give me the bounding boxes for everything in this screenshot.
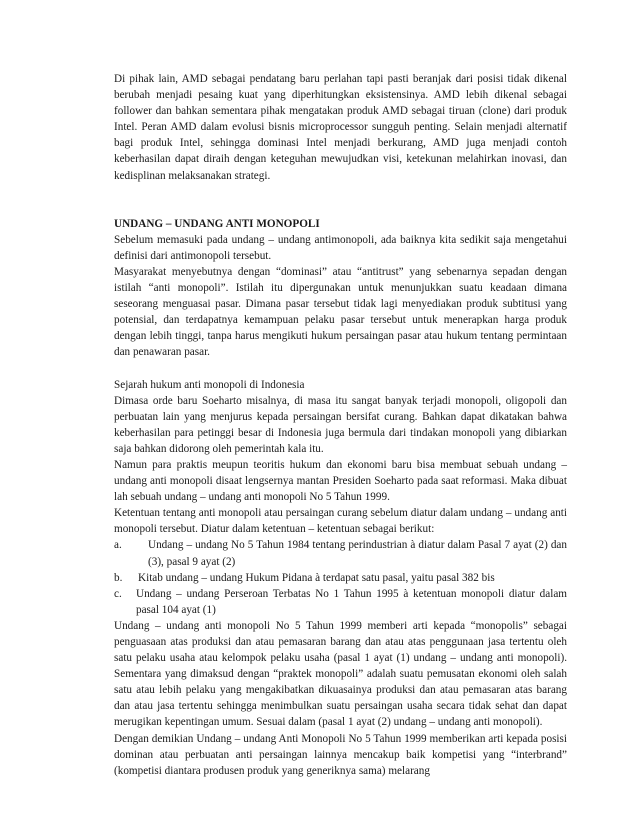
paragraph-gap xyxy=(114,361,567,377)
paragraph-gap xyxy=(114,200,567,216)
list-text: Undang – undang No 5 Tahun 1984 tentang perindustrian à diatur dalam Pasal 7 ayat (2) dan (3), pasal 9 ayat (2) xyxy=(148,539,567,568)
history-paragraph: Dimasa orde baru Soeharto misalnya, di masa itu sangat banyak terjadi monopoli, oligopoli dan perbuatan lain yang menjurus kepada persaingan bersifat curang. Bahkan dapat dikatakan bahwa keberhasilan para petinggi besar di Indonesia juga bermula dari tindakan monopoli yang dibiarkan saja bahkan didorong oleh pemerintah kala itu. xyxy=(114,394,567,455)
dominant-position-paragraph: Dengan demikian Undang – undang Anti Monopoli No 5 Tahun 1999 memberikan arti kepada posisi dominan atau perbuatan anti persaingan lainnya mencakup baik kompetisi yang “interbrand” (kompetisi diantara produsen produk yang generiknya sama) melarang xyxy=(114,732,567,777)
definition-paragraph: Sebelum memasuki pada undang – undang antimonopoli, ada baiknya kita sedikit saja mengetahui definisi dari antimonopoli tersebut. xyxy=(114,233,567,262)
paragraph-gap xyxy=(114,184,567,200)
list-item xyxy=(114,570,567,586)
list-marker: c. xyxy=(114,587,122,600)
section-heading: UNDANG – UNDANG ANTI MONOPOLI xyxy=(114,217,320,230)
intro-paragraph: Di pihak lain, AMD sebagai pendatang baru perlahan tapi pasti beranjak dari posisi tidak dikenal berubah menjadi pesaing kuat yang diperhitungkan eksistensinya. AMD lebih dikenal sebagai follower dan bahkan sementara pihak mengatakan produk AMD sebagai tiruan (clone) dari produk Intel. Peran AMD dalam evolusi bisnis microprocessor sungguh penting. Selain menjadi alternatif bagi produk Intel, sehingga dominasi Intel menjadi berkurang, AMD juga menjadi contoh keberhasilan dapat diraih dengan keteguhan mewujudkan visi, ketekunan melahirkan inovasi, dan kedisplinan melaksanakan strategi. xyxy=(114,73,567,182)
list-text: Kitab undang – undang Hukum Pidana à terdapat satu pasal, yaitu pasal 382 bis xyxy=(138,571,495,584)
provisions-paragraph: Ketentuan tentang anti monopoli atau persaingan curang sebelum diatur dalam undang – undang anti monopoli tersebut. Diatur dalam ketentuan – ketentuan sebagai berikut: xyxy=(114,507,567,536)
reform-paragraph: Namun para praktis meupun teoritis hukum dan ekonomi baru bisa membuat sebuah undang – undang anti monopoli disaat lengsernya mantan Presiden Soeharto pada saat reformasi. Maka dibuat lah sebuah undang – undang anti monopoli No 5 Tahun 1999. xyxy=(114,458,567,504)
list-text: Undang – undang Perseroan Terbatas No 1 Tahun 1995 à ketentuan monopoli diatur dalam pasal 104 ayat (1) xyxy=(136,587,567,616)
list-item xyxy=(114,537,567,569)
history-subheading: Sejarah hukum anti monopoli di Indonesia xyxy=(114,378,305,391)
antitrust-paragraph: Masyarakat menyebutnya dengan “dominasi” atau “antitrust” yang sebenarnya sepadan dengan istilah “anti monopoli”. Istilah itu dipergunakan untuk menunjukkan suatu keadaan dimana seseorang menguasai pasar. Dimana pasar tersebut tidak lagi menyediakan produk subtitusi yang potensial, dan terdapatnya kemampuan pelaku pasar tersebut untuk menerapkan harga produk dengan lebih tinggi, tanpa harus mengikuti hukum persaingan pasar atau hukum tentang permintaan dan penawaran pasar. xyxy=(114,265,567,359)
document-body xyxy=(114,71,567,779)
definition-monopolis-paragraph: Undang – undang anti monopoli No 5 Tahun 1999 memberi arti kepada “monopolis” sebagai penguasaan atas produksi dan atau pemasaran barang dan atau atas penggunaan jasa tertentu oleh satu pelaku usaha atau kelompok pelaku usaha (pasal 1 ayat (1) undang – undang anti monopoli). Sementara yang dimaksud dengan “praktek monopoli” adalah suatu pemusatan ekonomi oleh salah satu atau lebih pelaku yang mengakibatkan dikuasainya produksi dan atau pemasaran atas barang dan atau jasa tertentu sehingga menimbulkan suatu persaingan usaha secara tidak sehat dan dapat merugikan kepentingan umum. Sesuai dalam (pasal 1 ayat (2) undang – undang anti monopoli). xyxy=(114,619,567,729)
list-item xyxy=(114,586,567,618)
list-marker: b. xyxy=(114,571,123,584)
list-marker: a. xyxy=(114,539,122,552)
